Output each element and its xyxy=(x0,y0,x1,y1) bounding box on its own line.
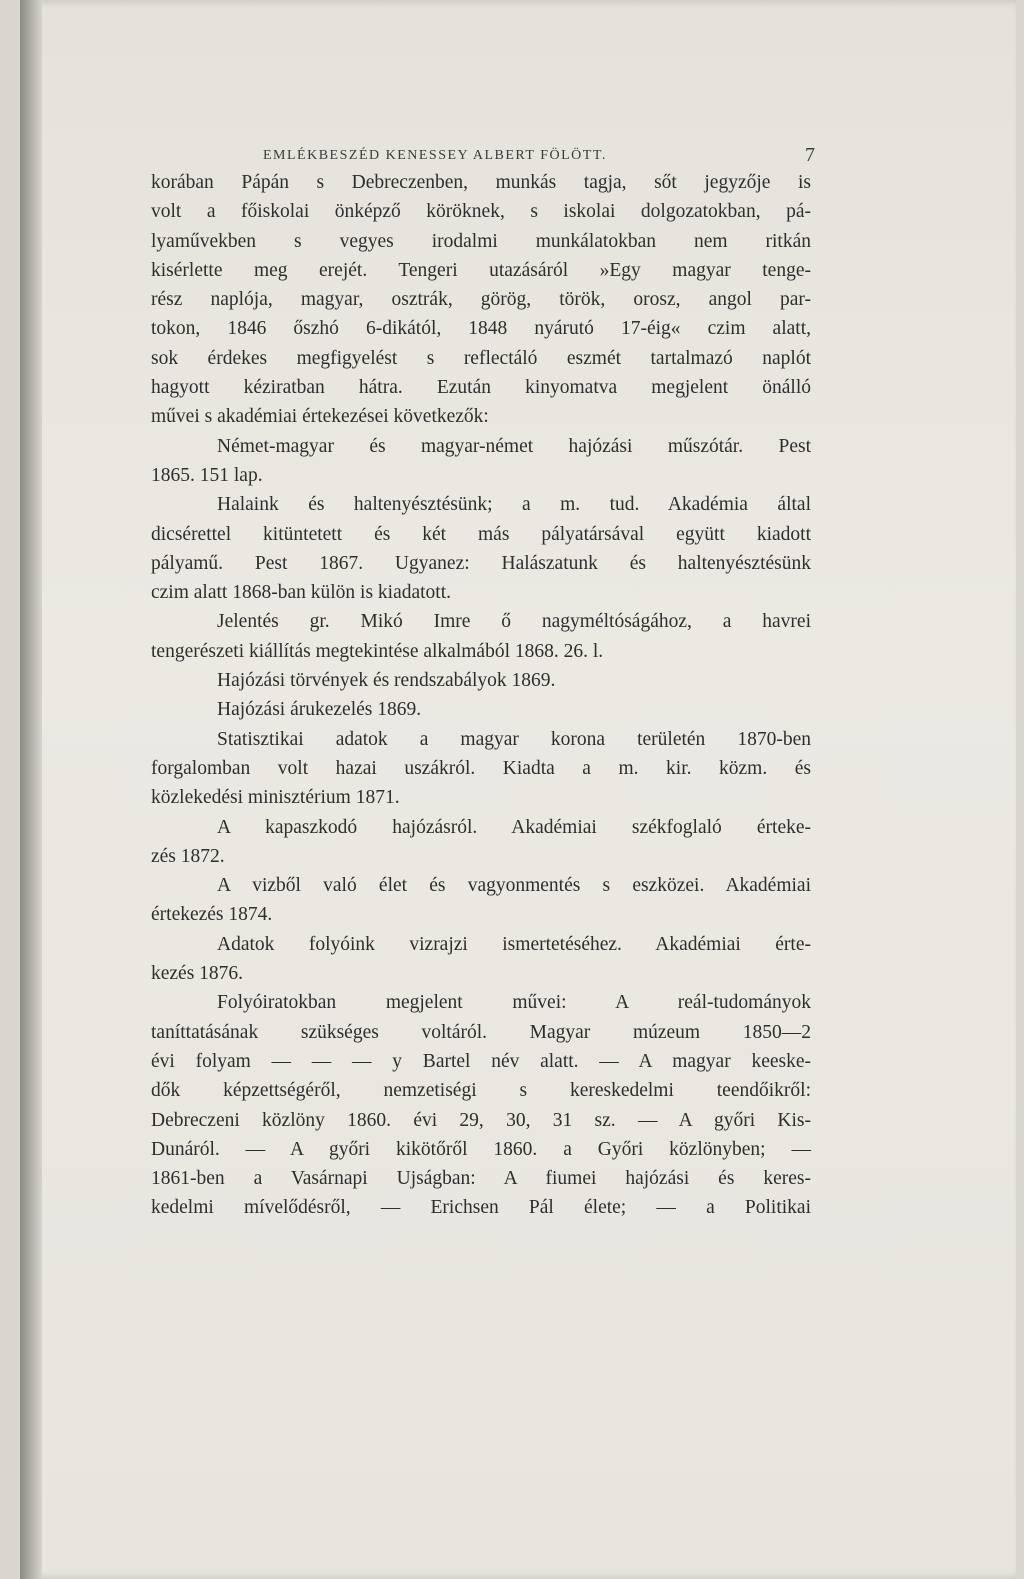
page-number: 7 xyxy=(805,144,815,166)
text-line: pályamű. Pest 1867. Ugyanez: Halászatunk és haltenyésztésünk xyxy=(151,552,811,574)
text-line: kedelmi mívelődésről, — Erichsen Pál élete; — a Politikai xyxy=(151,1197,811,1219)
text-line: korában Pápán s Debreczenben, munkás tagja, sőt jegyzője is xyxy=(151,172,811,193)
text-line: sok érdekes megfigyelést s reflectáló eszmét tartalmazó naplót xyxy=(151,347,811,369)
text-line: Hajózási árukezelés 1869. xyxy=(217,699,422,721)
text-line: művei s akadémiai értekezései következők: xyxy=(151,406,489,428)
running-title: EMLÉKBESZÉD KENESSEY ALBERT FÖLÖTT. xyxy=(263,148,607,163)
text-line: dicsérettel kitüntetett és két más pályatársával együtt kiadott xyxy=(151,523,811,545)
text-line: forgalomban volt hazai uszákról. Kiadta a m. kir. közm. és xyxy=(151,757,811,779)
text-line: Folyóiratokban megjelent művei: A reál-tudományok xyxy=(217,992,811,1014)
text-line: Halaink és haltenyésztésünk; a m. tud. Akadémia által xyxy=(217,494,811,516)
text-line: dők képzettségéről, nemzetiségi s kereskedelmi teendőikről: xyxy=(151,1080,811,1102)
text-line: kisérlette meg erejét. Tengeri utazásáról »Egy magyar tenge- xyxy=(151,259,811,281)
text-line: Dunáról. — A győri kikötőről 1860. a Győri közlönyben; — xyxy=(151,1138,811,1160)
text-line: Német-magyar és magyar-német hajózási műszótár. Pest xyxy=(217,435,811,457)
text-line: tokon, 1846 őszhó 6-dikától, 1848 nyárutó 17-éig« czim alatt, xyxy=(151,318,811,340)
text-line: zés 1872. xyxy=(151,845,225,867)
text-line: közlekedési minisztérium 1871. xyxy=(151,787,400,809)
text-line: A kapaszkodó hajózásról. Akadémiai székfoglaló érteke- xyxy=(217,816,811,838)
text-line: Hajózási törvények és rendszabályok 1869. xyxy=(217,670,556,692)
text-line: czim alatt 1868-ban külön is kiadatott. xyxy=(151,582,452,604)
text-line: Statisztikai adatok a magyar korona területén 1870-ben xyxy=(217,728,811,750)
text-line: évi folyam — — — y Bartel név alatt. — A magyar keeske- xyxy=(151,1050,811,1072)
running-header xyxy=(263,144,815,168)
text-line: rész naplója, magyar, osztrák, görög, török, orosz, angol par- xyxy=(151,289,811,311)
text-line: Jelentés gr. Mikó Imre ő nagyméltóságához, a havrei xyxy=(217,611,811,633)
text-line: tengerészeti kiállítás megtekintése alkalmából 1868. 26. l. xyxy=(151,640,604,662)
text-line: hagyott kéziratban hátra. Ezután kinyomatva megjelent önálló xyxy=(151,377,811,399)
text-line: Adatok folyóink vizrajzi ismertetéséhez. Akadémiai érte- xyxy=(217,933,811,955)
text-line: volt a főiskolai önképző köröknek, s iskolai dolgozatokban, pá- xyxy=(151,201,811,223)
text-line: kezés 1876. xyxy=(151,963,244,985)
book-page xyxy=(20,0,1016,1579)
body-text xyxy=(151,168,811,1223)
text-line: 1861-ben a Vasárnapi Ujságban: A fiumei hajózási és keres- xyxy=(151,1168,811,1190)
text-line: 1865. 151 lap. xyxy=(151,464,263,486)
text-line: lyaművekben s vegyes irodalmi munkálatokban nem ritkán xyxy=(151,230,811,252)
text-line: A vizből való élet és vagyonmentés s eszközei. Akadémiai xyxy=(217,875,811,897)
text-line: Debreczeni közlöny 1860. évi 29, 30, 31 sz. — A győri Kis- xyxy=(151,1109,811,1131)
page-spine-shadow xyxy=(20,0,42,1579)
text-line: taníttatásának szükséges voltáról. Magyar múzeum 1850—2 xyxy=(151,1021,811,1043)
text-line: értekezés 1874. xyxy=(151,904,273,926)
